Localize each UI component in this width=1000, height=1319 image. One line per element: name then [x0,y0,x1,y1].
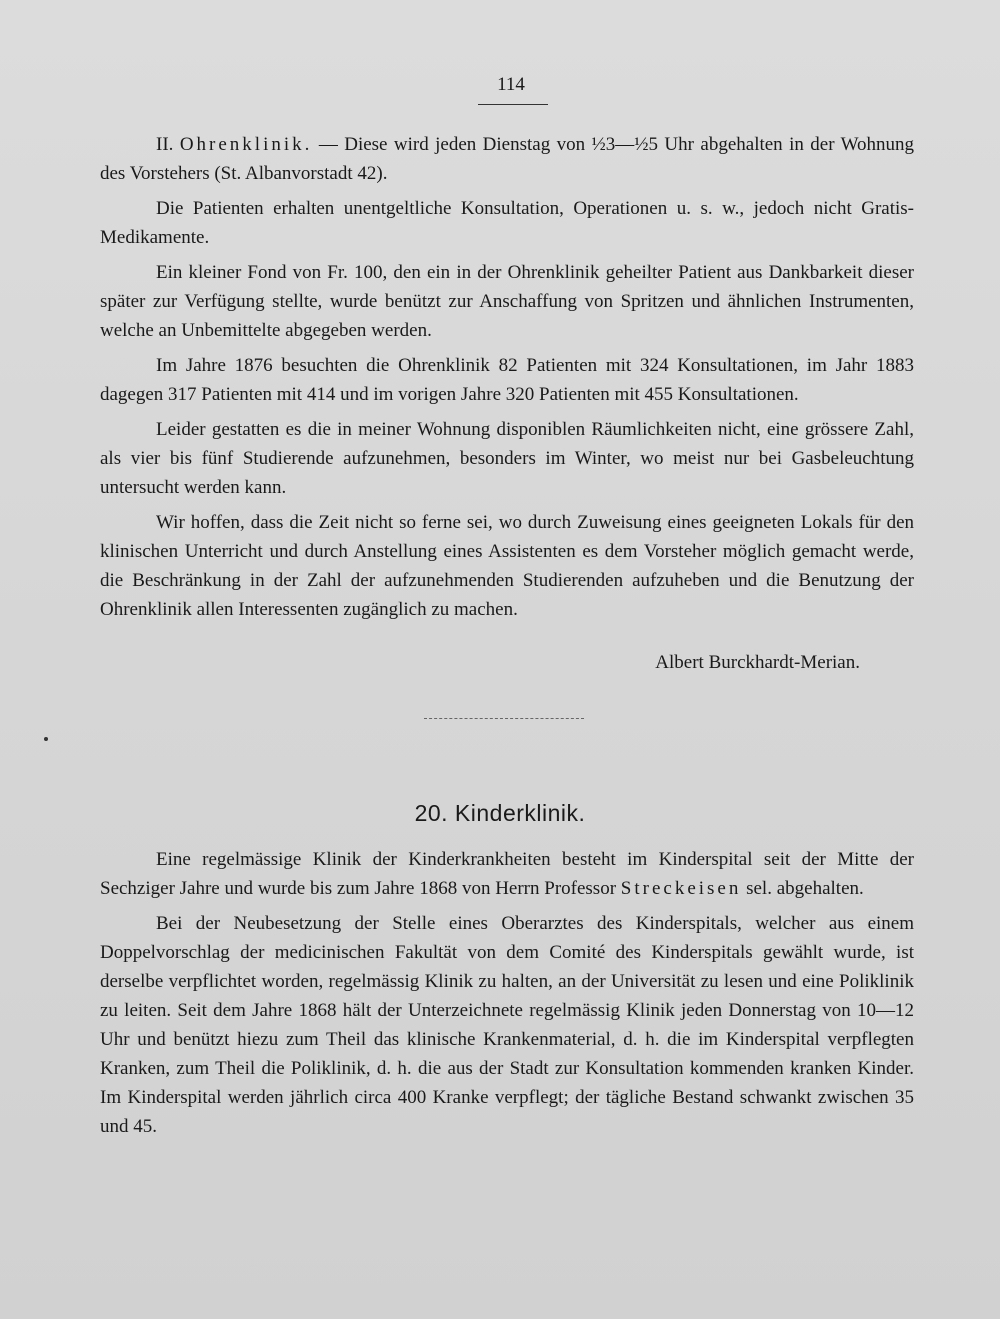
margin-mark [44,737,48,741]
ohrenklinik-paragraph-1-text: — Diese wird jeden Dienstag von ½3—½5 Uhr abgehalten in der Wohnung des Vorstehers (St. Albanvorstadt 42). [100,134,915,184]
person-name: Streckeisen [620,878,742,899]
kinderklinik-paragraph-1-start: Eine regelmässige Klinik der Kinderkrankheiten besteht im Kinderspital seit der Mitte der Sechziger Jahre und wurde bis zum Jahre 1868 von Herrn Professor [100,849,914,899]
kinderklinik-paragraph-1 [100,845,914,903]
section-title-ohrenklinik: Ohrenklinik. [179,134,313,155]
ohrenklinik-paragraph-4: Im Jahre 1876 besuchten die Ohrenklinik 82 Patienten mit 324 Konsultationen, im Jahr 1883 dagegen 317 Patienten mit 414 und im vorigen Jahre 320 Patienten mit 455 Konsultationen. [100,355,914,405]
ohrenklinik-paragraph-6: Wir hoffen, dass die Zeit nicht so ferne sei, wo durch Zuweisung eines geeigneten Lokals für den klinischen Unterricht und durch Anstellung eines Assistenten es dem Vorsteher möglich gemacht werde, die Beschränkung in der Zahl der aufzunehmenden Studierenden aufzuheben und die Benutzung der Ohrenklinik allen Interessenten zugänglich zu machen. [100,512,914,620]
section-separator [424,718,584,719]
ohrenklinik-paragraph-3: Ein kleiner Fond von Fr. 100, den ein in der Ohrenklinik geheilter Patient aus Dankbarkeit dieser später zur Verfügung stellte, wurde benützt zur Anschaffung von Spritzen und ähnlichen Instrumenten, welche an Unbemittelte abgegeben werden. [100,262,914,341]
section-number: II. [156,134,174,155]
signature: Albert Burckhardt-Merian. [655,652,860,673]
ohrenklinik-section [100,130,914,630]
page-number-rule [478,104,548,105]
kinderklinik-section [100,845,914,1147]
ohrenklinik-paragraph-1 [100,130,914,188]
page-number: 114 [497,74,525,95]
section-title-kinderklinik: 20. Kinderklinik. [414,800,586,826]
kinderklinik-paragraph-2: Bei der Neubesetzung der Stelle eines Oberarztes des Kinderspitals, welcher aus einem Doppelvorschlag der medicinischen Fakultät von dem Comité des Kinderspitals gewählt wurde, ist derselbe verpflichtet worden, regelmässig Klinik zu halten, an der Universität zu lesen und eine Poliklinik zu leiten. Seit dem Jahre 1868 hält der Unterzeichnete regelmässig Klinik jeden Donnerstag von 10—12 Uhr und benützt hiezu zum Theil das klinische Krankenmaterial, d. h. die im Kinderspital verpflegten Kranken, zum Theil die Poliklinik, d. h. die aus der Stadt zur Konsultation kommenden kranken Kinder. Im Kinderspital werden jährlich circa 400 Kranke verpflegt; der tägliche Bestand schwankt zwischen 35 und 45. [100,913,914,1137]
kinderklinik-paragraph-1-end: sel. abgehalten. [741,878,864,899]
ohrenklinik-paragraph-2: Die Patienten erhalten unentgeltliche Konsultation, Operationen u. s. w., jedoch nicht Gratis-Medikamente. [100,198,914,248]
ohrenklinik-paragraph-5: Leider gestatten es die in meiner Wohnung disponiblen Räumlichkeiten nicht, eine grössere Zahl, als vier bis fünf Studierende aufzunehmen, besonders im Winter, wo meist nur bei Gasbeleuchtung untersucht werden kann. [100,419,914,498]
